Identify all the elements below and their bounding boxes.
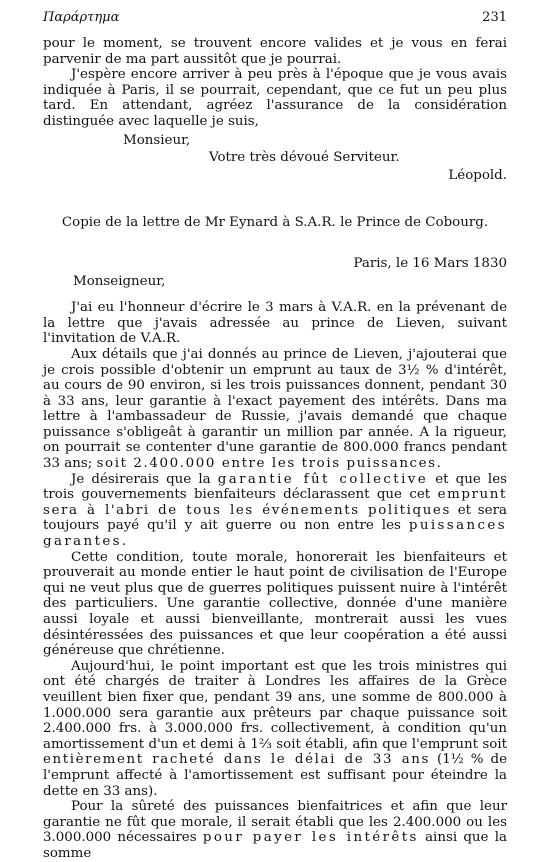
- paragraph-text: ainsi que la somme: [43, 830, 507, 861]
- letter-salutation: Monseigneur,: [73, 273, 166, 289]
- emphasized-text: pour payer les intérêts: [202, 830, 419, 846]
- paragraph-text: Aux détails que j'ai donnés au prince de Lieven, j'ajouterai que je crois possible d'obtenir un emprunt au taux de 3½ % d'intérêt, au cours de 90 environ, si les trois puissances donnent, pendant 30 à 33 ans, leur garantie à l'exact payement des intérêts. Dans ma lettre à l'ambassadeur de Russie, j'avais demandé que chaque puissance s'obligeât à garantir un million par année. A la rigueur, on pourrait se contenter d'une garantie de 800.000 francs pendant 33 ans;: [43, 346, 507, 472]
- letter-salutation-closing: Monsieur,: [123, 132, 191, 148]
- paragraph: [43, 659, 507, 799]
- letter-dateline: Paris, le 16 Mars 1830: [353, 255, 507, 271]
- paragraph-text: et sera toujours payé qu'il y ait guerre ou non entre les: [43, 502, 507, 534]
- letter-valediction: Votre très dévoué Serviteur.: [209, 150, 400, 166]
- letter-signature: Léopold.: [448, 167, 507, 183]
- paragraph-text: et que les trois gouvernements bienfaiteurs déclarassent que cet: [43, 471, 507, 503]
- paragraph-text: Pour la sûreté des puissances bienfaitrices et afin que leur garantie ne fût que morale, il serait établi que les 2.400.000 ou les 3.000.000 nécessaires: [43, 799, 507, 846]
- section-title: Copie de la lettre de Mr Eynard à S.A.R. le Prince de Cobourg.: [61, 215, 489, 231]
- paragraph: [43, 347, 507, 472]
- paragraph-text: (1½ % de l'emprunt affecté à l'amortissement est suffisant pour éteindre la dette en 33 ans).: [43, 752, 507, 799]
- emphasized-text: soit 2.400.000 entre les trois puissances.: [96, 456, 443, 472]
- paragraph: pour le moment, se trouvent encore valides et je vous en ferai parvenir de ma part aussitôt que je pourrai.: [43, 36, 507, 67]
- emphasized-text: emprunt sera à l'abri de tous les événements politiques: [43, 487, 507, 518]
- running-title: Παράρτημα: [43, 10, 120, 25]
- emphasized-text: puissances garantes.: [43, 518, 507, 550]
- page-header: [43, 10, 507, 28]
- emphasized-text: entièrement racheté dans le délai de 33 ans: [43, 752, 431, 768]
- emphasized-text: garantie fût collective: [217, 471, 429, 487]
- page-body: [43, 36, 507, 862]
- paragraph: Cette condition, toute morale, honorerait les bienfaiteurs et prouverait au monde entier le haut point de civilisation de l'Europe qui ne veut plus que de guerres politiques puissent nuire à l'intérêt des particuliers. Une garantie collective, donnée d'une manière aussi loyale et aussi bienveillante, montrerait aussi les vues désintéressées des puissances et que leur coopération a été aussi généreuse que chrétienne.: [43, 549, 507, 659]
- paragraph: J'ai eu l'honneur d'écrire le 3 mars à V.A.R. en la prévenant de la lettre que j'avais adressée au prince de Lieven, suivant l'invitation de V.A.R.: [43, 300, 507, 347]
- paragraph: [43, 472, 507, 550]
- paragraph: [43, 799, 507, 861]
- paragraph-text: Je désirerais que la: [71, 471, 211, 487]
- page-number: 231: [482, 10, 507, 25]
- paragraph: J'espère encore arriver à peu près à l'époque que je vous avais indiquée à Paris, il se pourrait, cependant, que ce fut un peu plus tard. En attendant, agréez l'assurance de la considération distinguée avec laquelle je suis,: [43, 67, 507, 129]
- paragraph-text: Aujourd'hui, le point important est que les trois ministres qui ont été chargés de traiter à Londres les affaires de la Grèce veuillent bien fixer que, pendant 39 ans, une somme de 800.000 à 1.000.000 sera garantie aux prêteurs par chaque puissance soit 2.400.000 frs. à 3.000.000 frs. collectivement, à condition qu'un amortissement d'un et demi à 1⅔ soit établi, afin que l'emprunt soit: [43, 658, 507, 752]
